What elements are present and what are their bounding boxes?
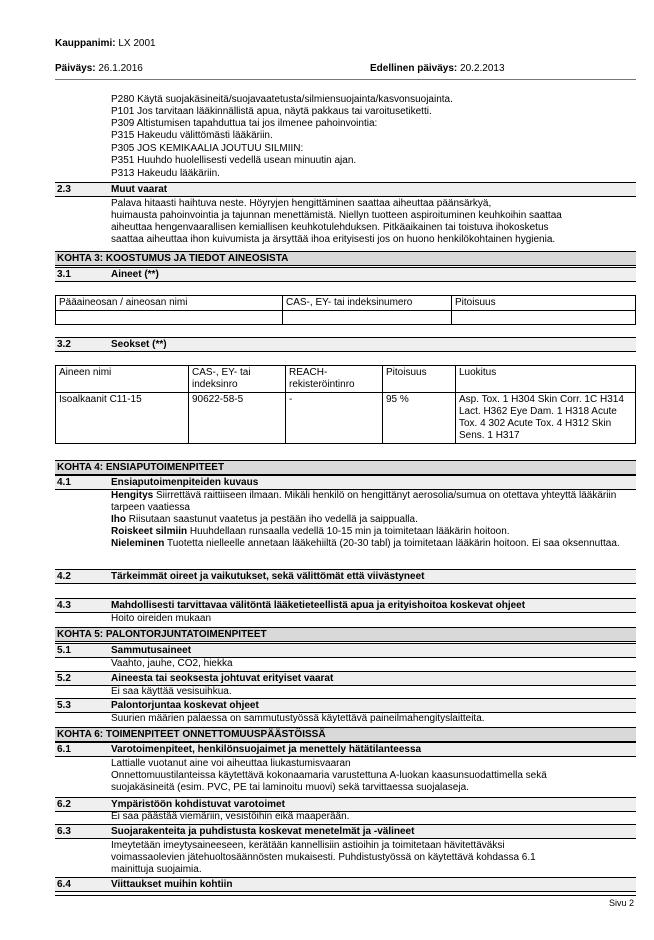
column-header: CAS-, EY- tai indeksinro	[189, 366, 286, 393]
text-line: suojakäsineitä (esim. PVC, PE tai laminoitu muovi) sekä tarvittaessa suojalaseja.	[111, 782, 469, 793]
section-title: Varotoimenpiteet, henkilönsuojaimet ja menettely hätätilanteessa	[111, 744, 422, 755]
concentration-cell: 95 %	[383, 393, 456, 444]
section-6-2-body: Ei saa päästää viemäriin, vesistöihin eikä maaperään.	[111, 811, 350, 822]
section-number: 5.2	[57, 673, 71, 684]
p-statement: P101 Jos tarvitaan lääkinnällistä apua, näytä pakkaus tai varoitusetiketti.	[111, 106, 432, 117]
section-title: Aineesta tai seoksesta johtuvat erityiset vaarat	[111, 673, 334, 684]
section-2-3-body	[111, 198, 636, 246]
kohta-title: KOHTA 5: PALONTORJUNTATOIMENPITEET	[57, 629, 267, 640]
section-4-1-body	[111, 490, 636, 550]
section-number: 6.2	[57, 799, 71, 810]
section-2-3-header	[55, 182, 636, 197]
reach-cell: -	[286, 393, 383, 444]
first-aid-item	[111, 526, 636, 538]
footer-divider	[55, 895, 636, 896]
section-number: 6.3	[57, 826, 71, 837]
section-4-3-body: Hoito oireiden mukaan	[111, 613, 212, 624]
item-lead: Nieleminen	[111, 538, 165, 549]
text-line: huimausta pahoinvointia ja tajunnan menettämistä. Niellyn tuotteen aspiroituminen keuhkoihin saattaa	[111, 210, 562, 221]
item-text: Huuhdellaan runsaalla vedellä 10-15 min ja toimitetaan lääkärin hoitoon.	[187, 526, 510, 537]
substance-name-cell: Isoalkaanit C11-15	[56, 393, 189, 444]
table-row	[56, 393, 636, 444]
section-5-1-header	[55, 643, 636, 658]
column-header: REACH-rekisteröintinro	[286, 366, 383, 393]
section-6-1-header	[55, 742, 636, 757]
column-header: Aineen nimi	[56, 366, 189, 393]
section-4-2-header	[55, 569, 636, 584]
date-value: 26.1.2016	[98, 63, 143, 74]
section-5-3-header	[55, 698, 636, 713]
text-line: voimassaolevien jätehuoltosäännösten mukaisesti. Puhdistustyössä on käytettävä kohdassa 6.1	[111, 852, 536, 863]
text-line: aiheuttaa hengenvaarallisen kemiallisen keuhkotulehduksen. Pitkäaikainen tai toistuva ihokosketus	[111, 222, 549, 233]
p-statement: P313 Hakeudu lääkäriin.	[111, 168, 220, 179]
section-3-1-header	[55, 267, 636, 282]
p-statement: P351 Huuhdo huolellisesti vedellä usean minuutin ajan.	[111, 155, 357, 166]
section-title: Viittaukset muihin kohtiin	[111, 879, 233, 890]
section-6-3-body	[111, 840, 636, 876]
first-aid-item	[111, 538, 636, 550]
previous-date-value: 20.2.2013	[460, 63, 505, 74]
text-line: Lattialle vuotanut aine voi aiheuttaa liukastumisvaaran	[111, 758, 351, 769]
column-header: Pitoisuus	[383, 366, 456, 393]
date-label: Päiväys:	[55, 63, 96, 74]
section-5-2-body: Ei saa käyttää vesisuihkua.	[111, 686, 232, 697]
section-title: Suojarakenteita ja puhdistusta koskevat menetelmät ja -välineet	[111, 826, 415, 837]
section-6-1-body	[111, 758, 636, 794]
section-number: 5.3	[57, 700, 71, 711]
kohta-title: KOHTA 6: TOIMENPITEET ONNETTOMUUSPÄÄSTÖISSÄ	[57, 729, 326, 740]
product-name-value: LX 2001	[118, 38, 156, 49]
p-statement: P280 Käytä suojakäsineitä/suojavaatetusta/silmiensuojainta/kasvonsuojainta.	[111, 94, 453, 105]
section-number: 5.1	[57, 645, 71, 656]
table-cell	[56, 311, 283, 325]
item-text: Riisutaan saastunut vaatetus ja pestään iho vedellä ja saippualla.	[126, 514, 418, 525]
item-lead: Iho	[111, 514, 126, 525]
section-number: 3.2	[57, 339, 71, 350]
product-name-row	[55, 38, 156, 49]
column-header: Luokitus	[456, 366, 636, 393]
kohta-title: KOHTA 4: ENSIAPUTOIMENPITEET	[57, 462, 225, 473]
section-title: Aineet (**)	[111, 269, 159, 280]
kohta-4-header	[55, 460, 636, 475]
first-aid-item	[111, 514, 636, 526]
substances-table	[55, 295, 636, 325]
section-6-4-header	[55, 877, 636, 892]
p-statement: P315 Hakeudu välittömästi lääkäriin.	[111, 130, 273, 141]
section-3-2-header	[55, 337, 636, 352]
first-aid-item	[111, 490, 636, 514]
item-lead: Hengitys	[111, 490, 154, 501]
section-title: Ensiaputoimenpiteiden kuvaus	[111, 477, 259, 488]
section-6-2-header	[55, 797, 636, 812]
column-header: Pääaineosan / aineosan nimi	[56, 296, 283, 311]
table-cell	[452, 311, 636, 325]
section-number: 6.1	[57, 744, 71, 755]
section-5-1-body: Vaahto, jauhe, CO2, hiekka	[111, 658, 233, 669]
section-title: Palontorjuntaa koskevat ohjeet	[111, 700, 259, 711]
text-line: Palava hitaasti haihtuva neste. Höyryjen hengittäminen saattaa aiheuttaa päänsärkyä,	[111, 198, 492, 209]
section-5-2-header	[55, 671, 636, 686]
table-cell	[283, 311, 452, 325]
p-statement: P309 Altistumisen tapahduttua tai jos ilmenee pahoinvointia:	[111, 118, 378, 129]
kohta-5-header	[55, 627, 636, 642]
page-number: Sivu 2	[608, 898, 634, 908]
section-number: 3.1	[57, 269, 71, 280]
section-number: 6.4	[57, 879, 71, 890]
mixtures-table	[55, 365, 636, 444]
section-number: 4.2	[57, 571, 71, 582]
header-divider	[55, 79, 636, 80]
section-6-3-header	[55, 824, 636, 839]
date-row	[55, 63, 143, 74]
classification-cell: Asp. Tox. 1 H304 Skin Corr. 1C H314 Lact. H362 Eye Dam. 1 H318 Acute Tox. 4 302 Acute Tox. 4 H312 Skin Sens. 1 H317	[456, 393, 636, 444]
item-text: Tuotetta nielleelle annetaan lääkehiiltä (20-30 tabl) ja toimitetaan lääkärin hoitoon. Ei saa oksennuttaa.	[164, 538, 620, 549]
product-name-label: Kauppanimi:	[55, 38, 116, 49]
column-header: Pitoisuus	[452, 296, 636, 311]
item-lead: Roiskeet silmiin	[111, 526, 188, 537]
previous-date-row	[370, 63, 505, 74]
section-4-1-header	[55, 475, 636, 490]
column-header: CAS-, EY- tai indeksinumero	[283, 296, 452, 311]
kohta-3-header	[55, 251, 636, 266]
p-statement: P305 JOS KEMIKAALIA JOUTUU SILMIIN:	[111, 143, 304, 154]
section-4-3-header	[55, 598, 636, 613]
text-line: saattaa aiheuttaa ihon kuivumista ja ärsyttää ihoa erityisesti jos on huono henkilökohtainen hygienia.	[111, 234, 556, 245]
section-5-3-body: Suurien määrien palaessa on sammutustyössä käytettävä paineilmahengityslaitteita.	[111, 713, 485, 724]
item-text: Siirrettävä raittiiseen ilmaan. Mikäli henkilö on hengittänyt aerosolia/sumua on otettava yhteyttä lääkäriin tarpeen vaatiessa	[111, 490, 617, 513]
section-number: 4.1	[57, 477, 71, 488]
section-title: Mahdollisesti tarvittavaa välitöntä lääketieteellistä apua ja erityishoitoa koskevat ohjeet	[111, 600, 526, 611]
kohta-title: KOHTA 3: KOOSTUMUS JA TIEDOT AINEOSISTA	[57, 253, 289, 264]
section-title: Seokset (**)	[111, 339, 167, 350]
section-number: 4.3	[57, 600, 71, 611]
section-title: Sammutusaineet	[111, 645, 192, 656]
cas-cell: 90622-58-5	[189, 393, 286, 444]
section-title: Ympäristöön kohdistuvat varotoimet	[111, 799, 285, 810]
kohta-6-header	[55, 727, 636, 742]
section-title: Muut vaarat	[111, 184, 168, 195]
text-line: Onnettomuustilanteissa käytettävä kokonaamaria varustettuna A-luokan kaasunsuodattimella sekä	[111, 770, 547, 781]
text-line: Imeytetään imeytysaineeseen, kerätään kannellisiin astioihin ja toimitetaan hävitettäväksi	[111, 840, 505, 851]
section-title: Tärkeimmät oireet ja vaikutukset, sekä välittömät että viivästyneet	[111, 571, 425, 582]
table-row	[56, 311, 636, 325]
previous-date-label: Edellinen päiväys:	[370, 63, 458, 74]
section-number: 2.3	[57, 184, 71, 195]
text-line: mainittuja suojaimia.	[111, 864, 202, 875]
